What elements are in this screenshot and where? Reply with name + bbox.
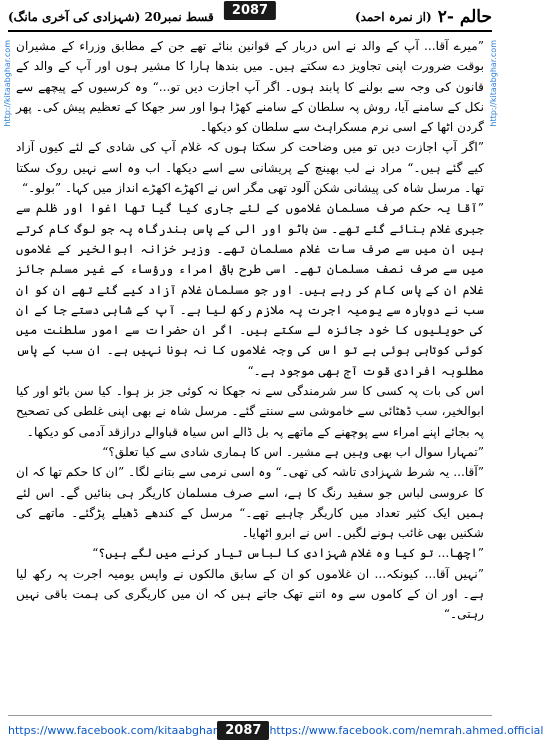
left-watermark: http://kitaabghar.com (2, 40, 12, 127)
page-footer (8, 715, 543, 744)
paragraph: ”میرے آقا... آپ کے والد نے اس دربار کے قوانین بنائے تھے جن کے مطابق وزراء کے مشیران بوقت ضرورت اپنی تجاویز دے سکتے ہیں۔ میں بندھا ہارا کا مشیر ہوں اور آپ کے والد کے قانون کی وجہ سے بولنے کا پابند ہوں۔ اگر آپ اجازت دیں تو...“ وہ کرسیوں کے پیچھے سے نکل کے سامنے آیا، روش پہ سلطان کے سامنے کھڑا ہوا اور سر جھکا کے تعظیم پیش کی۔ پھر گردن اٹھا کے اسی نرم مسکراہٹ سے سلطان کو دیکھا۔ (16, 39, 484, 135)
paragraph: ”آقا یہ حکم صرف مسلمان غلاموں کے لئے جاری کیا گیا تھا اغوا اور ظلم سے جبری غلام بنائے گئے تھے۔ سن باٹو اور الی کے پاس بندرگاہ پہ جو لوگ کام کرتے ہیں ان میں سے صرف سات غلام مسلمان تھے۔ وزیر خزانہ ابوالخیر کے غلاموں میں سے صرف نصف مسلمان تھے۔ اسی طرح باقی امراء ورؤساء کے غیر مسلم جائز غلام ان کے پاس کام کر رہے ہیں۔ اور جو مسلمان غلام آزاد کیے گئے تھے ان کو ان سب نے دوبارہ سے یومیہ اجرت پہ ملازم رکھ لیا ہے۔ آپ کے شاہی دستے جا کے ان کی حویلیوں کا خود جائزہ لے سکتے ہیں۔ اگر ان حضرات سے امور سلطنت میں کوئی کوتاہی ہوئی ہے تو اس کی وجہ غلاموں کا نہ ہونا نہیں ہے۔ ان سب کے پاس مطلوبہ افرادی قوت آج بھی موجود ہے۔“ (16, 201, 484, 378)
episode-label: قسط نمبر20 (شہزادی کی آخری مانگ) (8, 10, 214, 24)
right-watermark: http://kitaabghar.com (488, 40, 498, 127)
right-watermark-strip (487, 40, 499, 710)
paragraph: اس کی بات پہ کسی کا سر شرمندگی سے نہ جھکا نہ کوئی جز بز ہوا۔ کیا سن باٹو اور کیا ابوالخیر، سب ڈھٹائی سے خاموشی سے سنتے گئے۔ مرسل شاہ نے بھی اپنی غلطی کی تصحیح پہ بجائے اپنے امراء سے پوچھنے کے ماتھے پہ بل ڈالے اس سیاہ قباوالے درازقد آدمی کو دیکھا۔ (16, 384, 484, 439)
paragraph: ”تمہارا سوال اب بھی وہیں ہے مشیر۔ اس کا ہماری شادی سے کیا تعلق؟“ (102, 444, 484, 459)
novel-title: حالم -٢ (437, 7, 492, 27)
story-text (16, 36, 484, 704)
paragraph: ”نہیں آقا... کیونکہ... ان غلاموں کو ان کے سابق مالکوں نے واپس یومیہ اجرت پہ رکھ لیا ہے۔ اور ان کے کاموں سے وہ اتنے تھک جاتے ہیں کہ ان میں کاریگری کی ہمت باقی نہیں رہتی۔“ (16, 566, 484, 622)
paragraph: ”اگر آپ اجازت دیں تو میں وضاحت کر سکتا ہوں کہ غلام آپ کی شادی کے لئے کیوں آزاد کیے گئے ہیں۔“ مراد نے لب بھینچ کے پریشانی سے اسے دیکھا۔ اب وہ اسے نہیں روک سکتا تھا۔ مرسل شاہ کی پیشانی شکن آلود تھی مگر اس نے اکھڑے اکھڑے انداز میں کہا۔ ”بولو۔“ (16, 140, 484, 196)
title-block (355, 7, 492, 27)
paragraph: ”آقا... یہ شرط شہزادی تاشہ کی تھی۔“ وہ اسی نرمی سے بتانے لگا۔ ”ان کا حکم تھا کہ ان کا عروسی لباس جو سفید رنگ کا ہے، اسے صرف مسلمان کاریگر ہی بنائیں گے۔ اس لئے ہمیں ایک کثیر تعداد میں کاریگر چاہیے تھے۔“ مرسل کے کندھے ڈھیلے پڑگئے۔ ماتھے کی شکنیں بھی غائب ہونے لگیں۔ اس نے ابرو اٹھایا۔ (16, 465, 484, 541)
page-number-top: 2087 (224, 1, 276, 20)
page-number-bottom: 2087 (217, 721, 269, 740)
facebook-link-author[interactable]: https://www.facebook.com/nemrah.ahmed.official (269, 723, 543, 737)
left-watermark-strip (1, 40, 13, 710)
facebook-link-kitaabghar[interactable]: https://www.facebook.com/kitaabghar (8, 723, 218, 737)
paragraph: ”اچھا... تو کیا وہ غلام شہزادی کا لباس تیار کرنے میں لگے ہیں؟“ (92, 546, 484, 561)
author-name: (از نمرہ احمد) (354, 10, 432, 24)
